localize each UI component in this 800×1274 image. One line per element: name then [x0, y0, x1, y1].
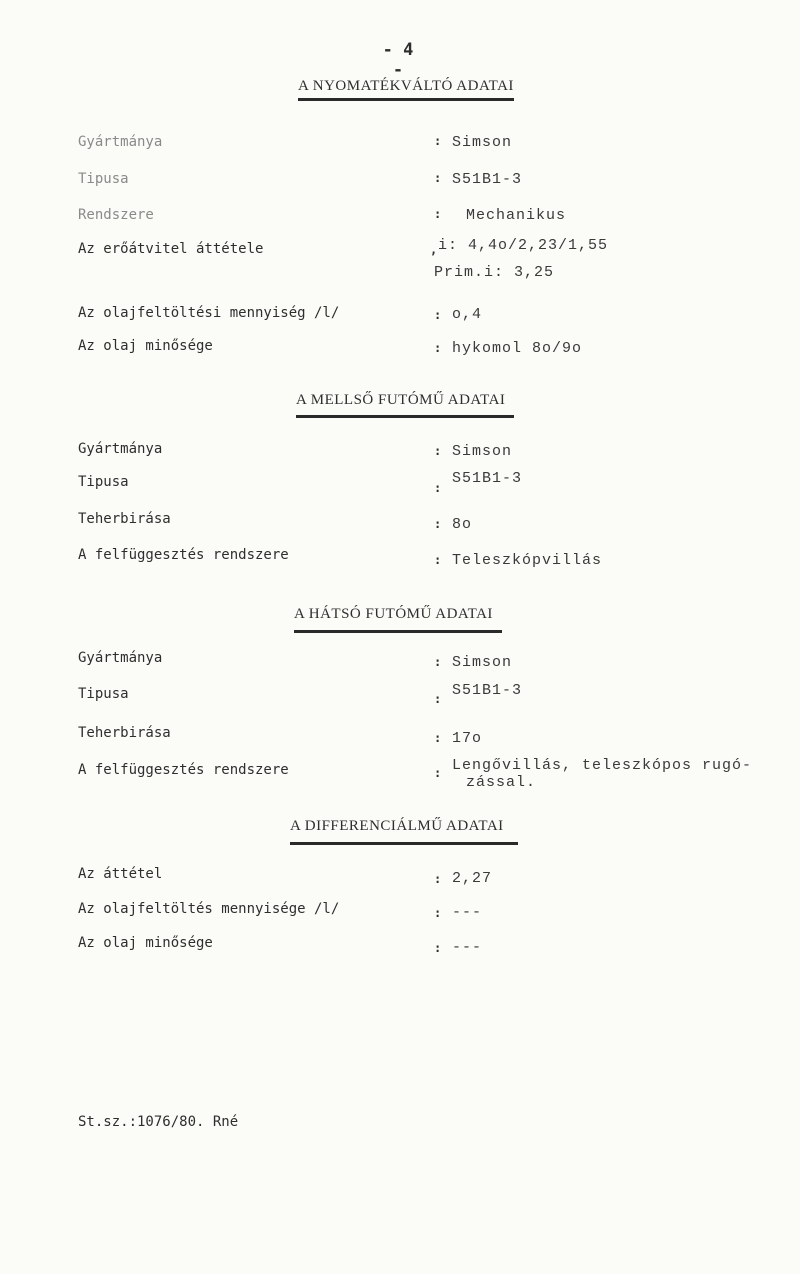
row-colon: : [434, 692, 442, 706]
row-value: 8o [452, 516, 473, 533]
data-row [0, 725, 800, 745]
row-value: 17o [452, 730, 483, 747]
row-colon: : [434, 134, 442, 148]
row-colon: : [434, 444, 442, 458]
data-row [0, 207, 800, 227]
row-value-line2: zással. [466, 774, 537, 791]
data-row [0, 682, 800, 706]
row-colon: : [434, 207, 442, 221]
row-value: S51B1-3 [452, 682, 523, 699]
row-colon: : [434, 731, 442, 745]
section-underline [294, 630, 502, 633]
row-label: Tipusa [78, 474, 129, 490]
row-colon: : [434, 517, 442, 531]
row-value: Simson [452, 654, 513, 671]
data-row [0, 305, 800, 325]
row-colon: : [434, 481, 442, 495]
row-label: Az olaj minősége [78, 935, 213, 951]
row-label: Tipusa [78, 686, 129, 702]
row-colon: : [434, 341, 442, 355]
row-colon: : [434, 906, 442, 920]
row-label: Gyártmánya [78, 134, 163, 150]
data-row [0, 901, 800, 921]
row-value: S51B1-3 [452, 470, 523, 487]
row-label: Az olajfeltöltési mennyiség /l/ [78, 305, 340, 321]
section-underline [290, 842, 518, 845]
data-row [0, 935, 800, 955]
data-row [0, 650, 800, 670]
data-row [0, 547, 800, 567]
row-value: Lengővillás, teleszkópos rugó- [452, 757, 753, 774]
row-value-line2: Prim.i: 3,25 [434, 264, 555, 281]
row-label: Az olajfeltöltés mennyisége /l/ [78, 901, 340, 917]
document-reference: St.sz.:1076/80. Rné [78, 1114, 239, 1130]
section-underline [298, 98, 514, 101]
row-value: i: 4,4o/2,23/1,55 [438, 237, 609, 254]
page-number: - 4 - [382, 40, 414, 80]
row-colon: : [434, 171, 442, 185]
data-row [0, 237, 800, 281]
data-row [0, 511, 800, 531]
row-value: 2,27 [452, 870, 493, 887]
row-colon: : [434, 308, 442, 322]
row-colon: : [434, 553, 442, 567]
row-label: Az erőátvitel áttétele [78, 241, 264, 257]
data-row [0, 441, 800, 461]
row-value: --- [452, 939, 483, 956]
data-row [0, 757, 800, 791]
row-colon: , [430, 243, 438, 257]
row-label: Teherbirása [78, 725, 171, 741]
row-label: A felfüggesztés rendszere [78, 762, 289, 778]
row-label: Az olaj minősége [78, 338, 213, 354]
section-underline [296, 415, 514, 418]
row-value: o,4 [452, 306, 483, 323]
section-title-nyomatekvalto: A NYOMATÉKVÁLTÓ ADATAI [298, 78, 514, 94]
row-label: Gyártmánya [78, 441, 163, 457]
data-row [0, 470, 800, 495]
data-row [0, 134, 800, 154]
row-value: S51B1-3 [452, 171, 523, 188]
row-colon: : [434, 655, 442, 669]
section-title-hatso-futomu: A HÁTSÓ FUTÓMŰ ADATAI [294, 606, 493, 622]
row-value: Simson [452, 443, 513, 460]
row-label: Gyártmánya [78, 650, 163, 666]
row-value: Teleszkópvillás [452, 552, 603, 569]
row-colon: : [434, 872, 442, 886]
row-value: Simson [452, 134, 513, 151]
row-value: Mechanikus [466, 207, 567, 224]
row-label: Tipusa [78, 171, 129, 187]
row-label: Teherbirása [78, 511, 171, 527]
row-label: Az áttétel [78, 866, 163, 882]
data-row [0, 338, 800, 358]
row-value: --- [452, 904, 483, 921]
section-title-differencialmu: A DIFFERENCIÁLMŰ ADATAI [290, 818, 504, 834]
data-row [0, 171, 800, 191]
row-colon: : [434, 941, 442, 955]
row-label: A felfüggesztés rendszere [78, 547, 289, 563]
row-value: hykomol 8o/9o [452, 340, 583, 357]
row-label: Rendszere [78, 207, 154, 223]
row-colon: : [434, 766, 442, 780]
data-row [0, 866, 800, 886]
section-title-mellso-futomu: A MELLSŐ FUTÓMŰ ADATAI [296, 392, 506, 408]
